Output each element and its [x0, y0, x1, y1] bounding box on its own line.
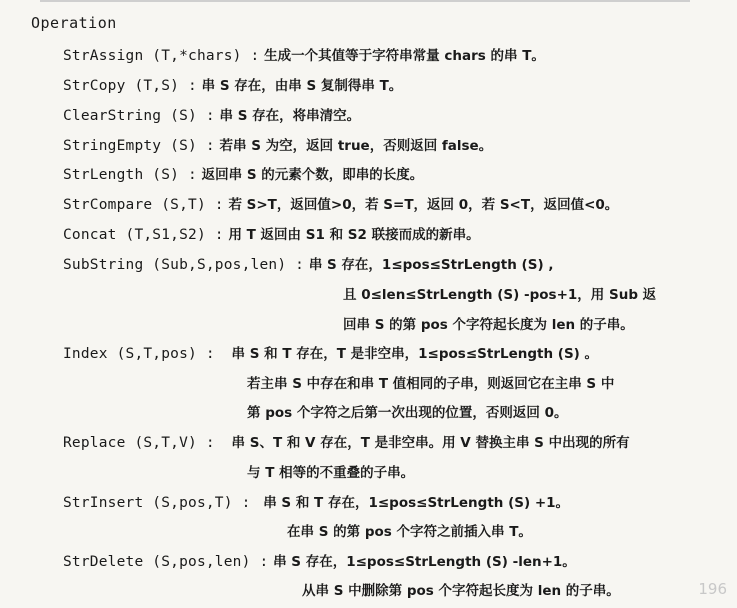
operation-replace — [63, 431, 630, 451]
operation-signature: ClearString (S) : — [63, 108, 215, 124]
operation-description: 串 S 存在，由串 S 复制得串 T。 — [201, 78, 403, 94]
operation-signature: Concat (T,S1,S2) : — [63, 227, 224, 243]
operation-description-continued: 与 T 相等的不重叠的子串。 — [247, 465, 415, 481]
operation-description: 若 S>T，返回值>0，若 S=T，返回 0，若 S<T，返回值<0。 — [228, 197, 619, 213]
operation-index — [63, 342, 598, 362]
operation-signature: StringEmpty (S) : — [63, 138, 215, 154]
operation-signature: StrAssign (T,*chars) : — [63, 48, 260, 64]
operation-description-continued: 第 pos 个字符之后第一次出现的位置，否则返回 0。 — [247, 405, 568, 421]
operation-description: 串 S 存在，1≤pos≤StrLength (S) -len+1。 — [273, 554, 576, 570]
operation-description: 串 S 和 T 存在，1≤pos≤StrLength (S) +1。 — [263, 495, 570, 511]
operation-description-continued: 回串 S 的第 pos 个字符起长度为 len 的子串。 — [343, 317, 634, 333]
operation-description-continued: 且 0≤len≤StrLength (S) -pos+1，用 Sub 返 — [343, 287, 657, 303]
operation-description: 若串 S 为空，返回 true，否则返回 false。 — [219, 138, 493, 154]
operation-signature: StrDelete (S,pos,len) : — [63, 554, 269, 570]
operation-clearstring — [63, 104, 360, 124]
operation-description: 串 S、T 和 V 存在，T 是非空串。用 V 替换主串 S 中出现的所有 — [231, 435, 630, 451]
operation-description: 用 T 返回由 S1 和 S2 联接而成的新串。 — [228, 227, 480, 243]
operation-signature: StrLength (S) : — [63, 167, 197, 183]
page-number: 196 — [698, 580, 727, 598]
operation-signature: StrInsert (S,pos,T) : — [63, 495, 251, 511]
operation-strdelete — [63, 550, 576, 570]
operation-signature: StrCopy (T,S) : — [63, 78, 197, 94]
operation-strcopy — [63, 74, 402, 94]
operation-substring — [63, 253, 553, 273]
operation-strcompare — [63, 193, 618, 213]
operation-description-continued: 从串 S 中删除第 pos 个字符起长度为 len 的子串。 — [302, 583, 620, 599]
top-rule — [40, 0, 690, 2]
operation-description-continued: 若主串 S 中存在和串 T 值相同的子串，则返回它在主串 S 中 — [247, 376, 615, 392]
operation-signature: StrCompare (S,T) : — [63, 197, 224, 213]
operation-strassign — [63, 44, 545, 64]
operation-concat — [63, 223, 480, 243]
operation-strinsert — [63, 491, 569, 511]
operation-description-continued: 在串 S 的第 pos 个字符之前插入串 T。 — [287, 524, 532, 540]
operation-description: 串 S 和 T 存在，T 是非空串，1≤pos≤StrLength (S) 。 — [231, 346, 599, 362]
section-header: Operation — [31, 14, 117, 32]
operation-description: 返回串 S 的元素个数，即串的长度。 — [201, 167, 424, 183]
operation-signature: SubString (Sub,S,pos,len) : — [63, 257, 305, 273]
operation-signature: Replace (S,T,V) : — [63, 435, 215, 451]
operation-description: 串 S 存在，1≤pos≤StrLength (S) , — [308, 257, 554, 273]
operation-signature: Index (S,T,pos) : — [63, 346, 215, 362]
operation-description: 串 S 存在，将串清空。 — [219, 108, 361, 124]
operation-stringempty — [63, 134, 492, 154]
operation-strlength — [63, 163, 423, 183]
operation-description: 生成一个其值等于字符串常量 chars 的串 T。 — [264, 48, 545, 64]
